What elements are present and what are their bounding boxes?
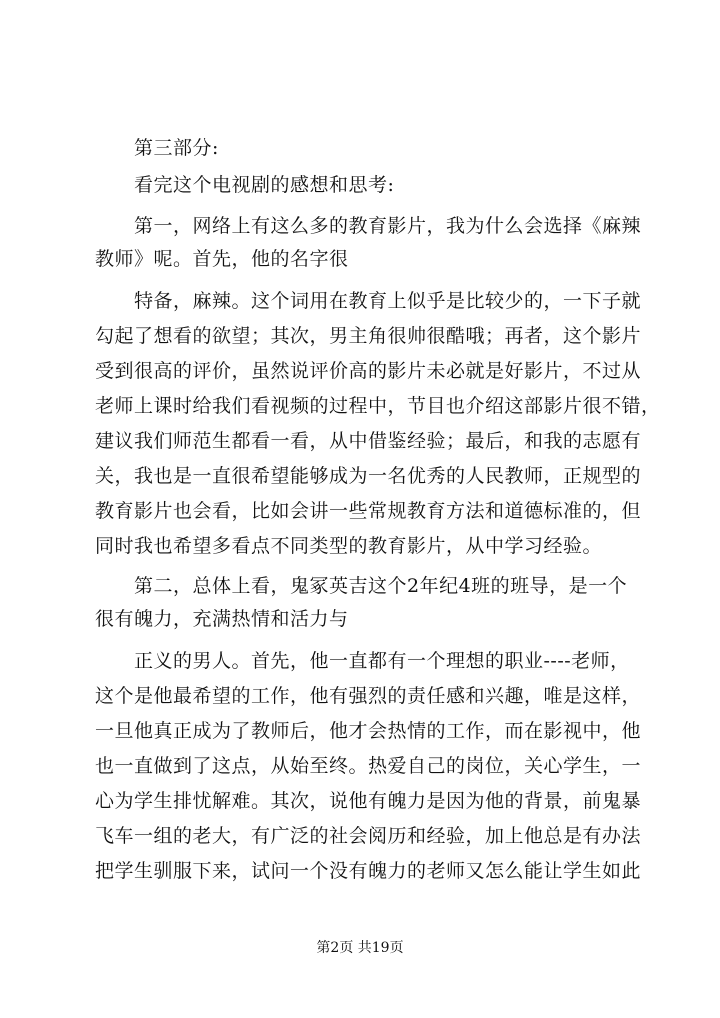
paragraph-line: 第一，网络上有这么多的教育影片，我为什么会选择《麻辣 [134,215,642,237]
paragraph-line: 关，我也是一直很希望能够成为一名优秀的人民教师，正规型的 [95,465,642,487]
section-heading: 第三部分: [134,137,219,159]
paragraph-line: 教育影片也会看，比如会讲一些常规教育方法和道德标准的，但 [95,500,642,522]
paragraph-line: 飞车一组的老大，有广泛的社会阅历和经验，加上他总是有办法 [95,825,642,847]
paragraph-line: 受到很高的评价，虽然说评价高的影片未必就是好影片，不过从 [95,360,642,382]
paragraph-line: 把学生驯服下来，试问一个没有魄力的老师又怎么能让学生如此 [95,860,642,882]
paragraph-line: 很有魄力，充满热情和活力与 [95,608,349,630]
paragraph-line: 勾起了想看的欲望；其次，男主角很帅很酷哦；再者，这个影片 [95,325,642,347]
paragraph-line: 也一直做到了这点，从始至终。热爱自己的岗位，关心学生，一 [95,755,642,777]
paragraph-line: 这个是他最希望的工作，他有强烈的责任感和兴趣，唯是这样， [95,685,642,707]
paragraph-line: 一旦他真正成为了教师后，他才会热情的工作，而在影视中，他 [95,720,642,742]
paragraph-line: 教师》呢。首先，他的名字很 [95,248,349,270]
paragraph-line: 老师上课时给我们看视频的过程中，节目也介绍这部影片很不错， [95,395,661,417]
paragraph-line: 正义的男人。首先，他一直都有一个理想的职业----老师， [134,650,630,672]
subheading: 看完这个电视剧的感想和思考: [134,174,395,196]
paragraph-line: 心为学生排忧解难。其次，说他有魄力是因为他的背景，前鬼暴 [95,790,642,812]
paragraph-line: 特备，麻辣。这个词用在教育上似乎是比较少的，一下子就 [134,290,642,312]
paragraph-line: 第二，总体上看，鬼冢英吉这个2年纪4班的班导，是一个 [134,575,628,597]
paragraph-line: 同时我也希望多看点不同类型的教育影片，从中学习经验。 [95,535,603,557]
page-footer: 第2页 共19页 [316,940,404,956]
paragraph-line: 建议我们师范生都看一看，从中借鉴经验；最后，和我的志愿有 [95,430,642,452]
